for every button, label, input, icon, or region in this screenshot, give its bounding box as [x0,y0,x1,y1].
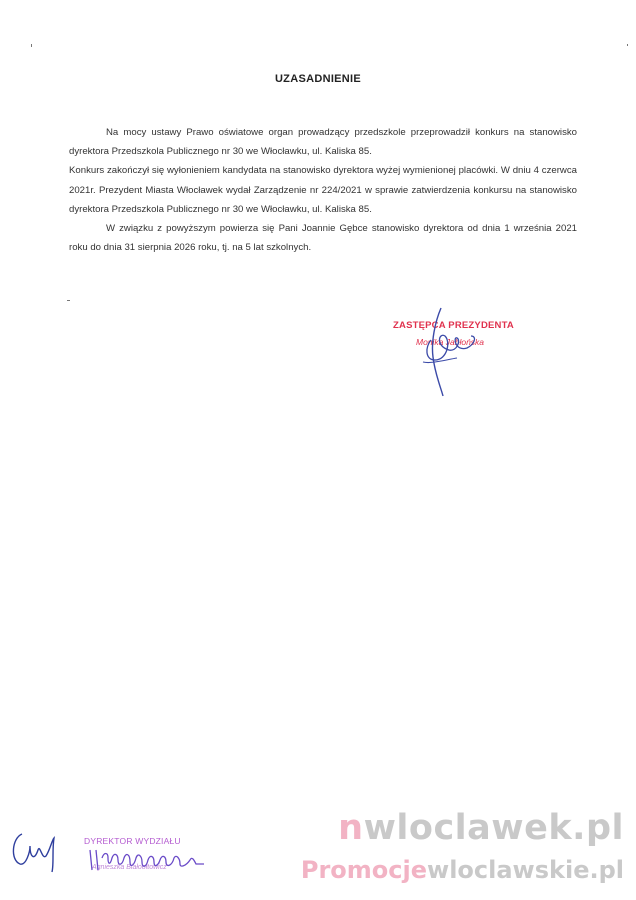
watermark-nwloclawek [338,808,624,848]
watermark-accent: n [338,808,364,848]
stamp-name: Monika Jabłońska [416,337,485,347]
stamp-title: ZASTĘPCA PREZYDENTA [393,320,514,331]
department-director-signature [86,844,216,878]
scan-speck [67,300,70,301]
scan-speck [627,44,628,46]
stamp-lower-title: DYREKTOR WYDZIAŁU [84,836,181,846]
watermark-accent: Promocje [300,856,428,884]
watermark-promocje [301,856,624,884]
document-title: UZASADNIENIE [274,73,362,85]
paragraph-3: W związku z powyższym powierza się Pani Joannie Gębce stanowisko dyrektora od dnia 1 września 2021 roku do dnia 31 sierpnia 2026 roku, tj. na 5 lat szkolnych. [69,223,577,254]
initials-signature [8,826,68,876]
watermark-text: wloclawek.pl [363,808,624,848]
scan-speck [31,44,32,47]
deputy-mayor-signature [405,302,495,402]
paragraph-1: Na mocy ustawy Prawo oświatowe organ prowadzący przedszkole przeprowadził konkurs na stanowisko dyrektora Przedszkola Publicznego nr 30 we Włocławku, ul. Kaliska 85. [69,127,577,158]
paragraph-2: Konkurs zakończył się wyłonieniem kandydata na stanowisko dyrektora wyżej wymienionej placówki. W dniu 4 czerwca 2021r. Prezydent Miasta Włocławek wydał Zarządzenie nr 224/2021 w sprawie zatwierdzenia konkursu na stanowisko dyrektora Przedszkola Publicznego nr 30 we Włocławku, ul. Kaliska 85. [69,165,577,215]
stamp-lower-name: Agnieszka Białoołtowicz [92,864,167,871]
document-body [69,123,577,257]
watermark-text: wloclawskie.pl [427,856,624,884]
